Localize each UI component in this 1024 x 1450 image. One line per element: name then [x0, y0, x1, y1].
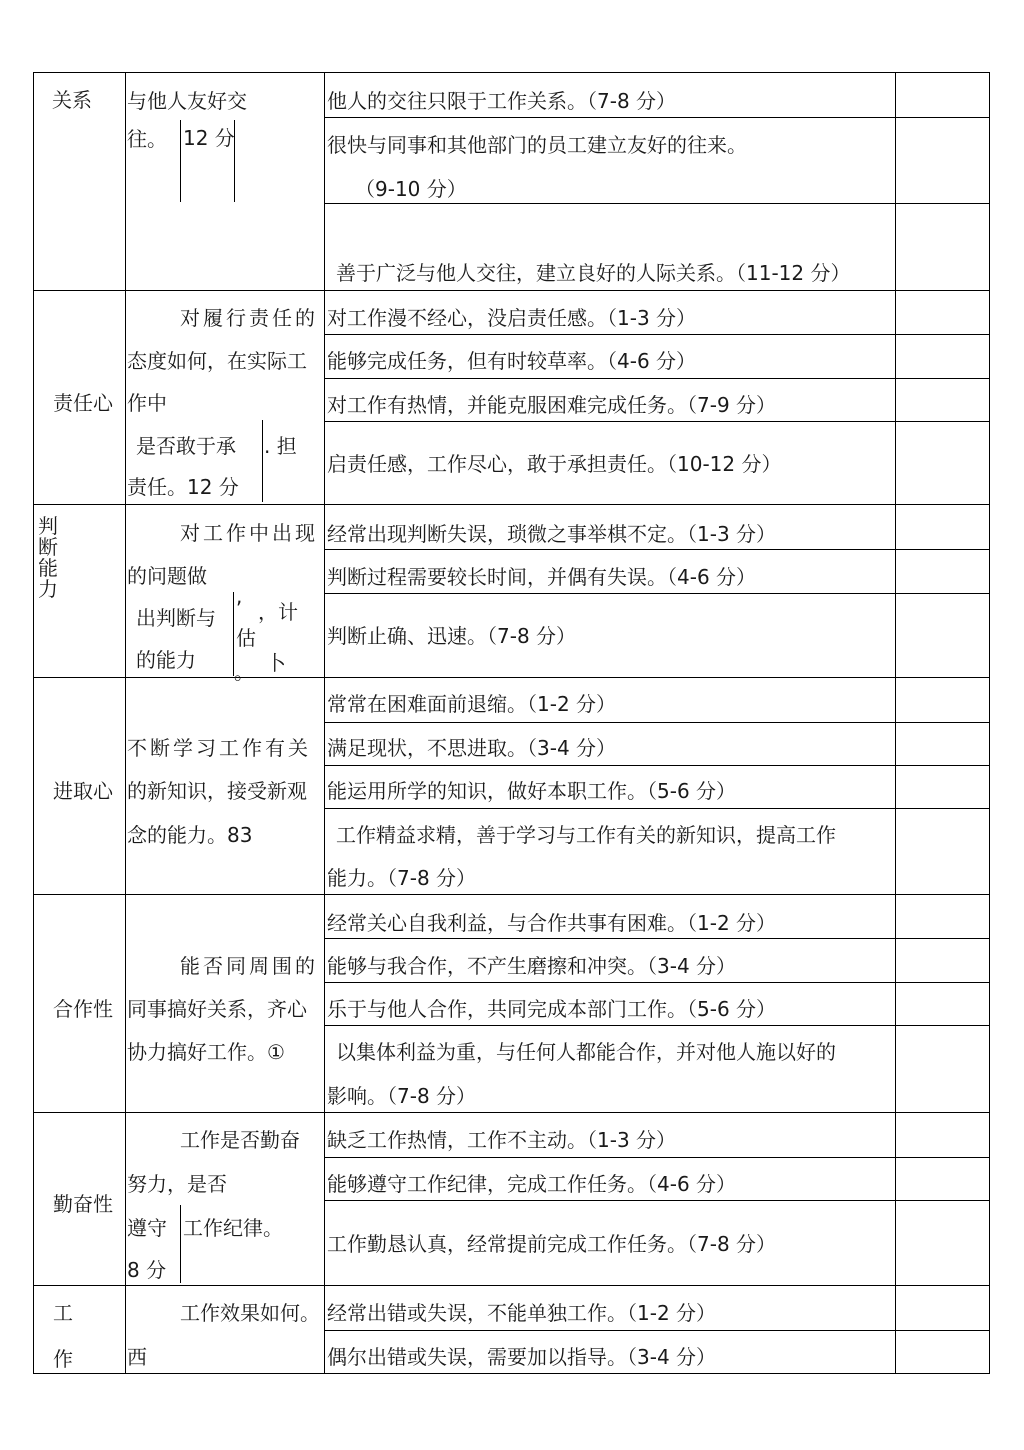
- level-description: 对工作有热情，并能克服困难完成任务。（7-9 分）: [327, 393, 777, 417]
- criteria-score: 12 分: [183, 126, 235, 150]
- level-description: 常常在困难面前退缩。（1-2 分）: [327, 692, 617, 716]
- criteria-text: 是否敢于承: [136, 434, 236, 458]
- level-description: 对工作漫不经心，没启责任感。（1-3 分）: [327, 306, 697, 330]
- group-separator: [33, 1112, 989, 1113]
- level-description: 满足现状，不思进取。（3-4 分）: [327, 736, 617, 760]
- level-separator: [324, 808, 989, 809]
- level-description: 能够与我合作，不产生磨擦和冲突。（3-4 分）: [327, 954, 737, 978]
- level-description: 能够完成任务，但有时较草率。（4-6 分）: [327, 349, 697, 373]
- criteria-text: 的问题做: [127, 564, 207, 588]
- criteria-text: 作中: [127, 391, 167, 415]
- category-label: 判断能力: [38, 514, 58, 601]
- criteria-text: 协力搞好工作。①: [127, 1040, 285, 1064]
- level-description: 工作精益求精，善于学习与工作有关的新知识，提高工作: [336, 823, 836, 847]
- group-separator: [33, 677, 989, 678]
- level-separator: [324, 1025, 989, 1026]
- level-description: 经常出错或失误，不能单独工作。（1-2 分）: [327, 1301, 717, 1325]
- level-separator: [324, 982, 989, 983]
- group-separator: [33, 290, 989, 291]
- level-separator: [324, 938, 989, 939]
- column-divider-category: [125, 72, 126, 1374]
- criteria-text: 同事搞好关系，齐心: [127, 997, 307, 1021]
- criteria-text: 的新知识，接受新观: [127, 779, 307, 803]
- criteria-text: ,: [236, 584, 243, 608]
- level-separator: [324, 722, 989, 723]
- level-description: 能运用所学的知识，做好本职工作。（5-6 分）: [327, 779, 737, 803]
- criteria-text: 卜: [266, 651, 286, 675]
- criteria-text: 西: [127, 1345, 147, 1369]
- category-label: 勤奋性: [53, 1192, 113, 1216]
- criteria-text: 念的能力。83: [127, 823, 253, 847]
- level-separator: [324, 1330, 989, 1331]
- level-description: 能力。（7-8 分）: [327, 866, 477, 890]
- criteria-text: 责任。12 分: [127, 475, 239, 499]
- category-label: 作: [53, 1347, 73, 1371]
- criteria-text: 。: [234, 660, 254, 684]
- criteria-text: ，计: [258, 600, 298, 624]
- criteria-inner-stroke: [262, 420, 263, 502]
- level-separator: [324, 378, 989, 379]
- level-description: 经常出现判断失误，琐微之事举棋不定。（1-3 分）: [327, 522, 777, 546]
- criteria-text: 能否同周围的: [180, 954, 318, 978]
- category-label: 合作性: [53, 997, 113, 1021]
- criteria-text: 不断学习工作有关: [127, 736, 311, 760]
- criteria-text: 出判断与: [136, 606, 216, 630]
- criteria-inner-stroke: [180, 1205, 181, 1283]
- level-description: 他人的交往只限于工作关系。（7-8 分）: [327, 89, 677, 113]
- group-separator: [33, 504, 989, 505]
- criteria-text: 估: [236, 626, 256, 650]
- table-border-left: [33, 72, 34, 1374]
- level-separator: [324, 117, 989, 118]
- group-separator: [33, 1285, 989, 1286]
- column-divider-criteria: [324, 72, 325, 1374]
- criteria-text: 往。: [127, 127, 167, 151]
- level-description: 判断止确、迅速。（7-8 分）: [327, 624, 577, 648]
- criteria-text: 努力，是否: [127, 1172, 227, 1196]
- criteria-text: 遵守: [127, 1216, 167, 1240]
- level-separator: [324, 1200, 989, 1201]
- level-description: 很快与同事和其他部门的员工建立友好的往来。: [327, 133, 747, 157]
- level-description: 缺乏工作热情，工作不主动。（1-3 分）: [327, 1128, 677, 1152]
- category-label: 进取心: [53, 779, 113, 803]
- table-border-top: [33, 72, 989, 73]
- level-separator: [324, 421, 989, 422]
- level-description: 影响。（7-8 分）: [327, 1084, 477, 1108]
- level-separator: [324, 334, 989, 335]
- level-description: 乐于与他人合作，共同完成本部门工作。（5-6 分）: [327, 997, 777, 1021]
- group-separator: [33, 894, 989, 895]
- criteria-text: 对履行责任的: [180, 306, 318, 330]
- level-separator: [324, 203, 989, 204]
- level-separator: [324, 549, 989, 550]
- criteria-inner-stroke: [180, 120, 181, 202]
- level-description: 善于广泛与他人交往，建立良好的人际关系。（11-12 分）: [336, 261, 851, 285]
- level-description: 偶尔出错或失误，需要加以指导。（3-4 分）: [327, 1345, 717, 1369]
- level-separator: [324, 1157, 989, 1158]
- level-description: 以集体利益为重，与任何人都能合作，并对他人施以好的: [336, 1040, 836, 1064]
- table-border-bottom: [33, 1373, 989, 1374]
- level-separator: [324, 765, 989, 766]
- level-description: 判断过程需要较长时间，并偶有失误。（4-6 分）: [327, 565, 757, 589]
- criteria-text: . 担: [264, 434, 297, 458]
- criteria-text: 工作是否勤奋: [180, 1128, 300, 1152]
- column-divider-score: [895, 72, 896, 1374]
- category-label: 工: [53, 1301, 73, 1325]
- level-separator: [324, 593, 989, 594]
- level-description: 能够遵守工作纪律，完成工作任务。（4-6 分）: [327, 1172, 737, 1196]
- level-description: （9-10 分）: [355, 177, 467, 201]
- criteria-text: 的能力: [136, 648, 196, 672]
- category-label: 责任心: [53, 391, 113, 415]
- level-description: 启责任感，工作尽心，敢于承担责任。（10-12 分）: [327, 452, 782, 476]
- criteria-text: 工作纪律。: [183, 1216, 283, 1240]
- level-description: 经常关心自我利益，与合作共事有困难。（1-2 分）: [327, 911, 777, 935]
- category-label: 关系: [52, 88, 92, 112]
- criteria-text: 与他人友好交: [127, 89, 247, 113]
- table-border-right: [989, 72, 990, 1374]
- criteria-text: 工作效果如何。: [180, 1301, 320, 1325]
- criteria-text: 8 分: [127, 1258, 167, 1282]
- criteria-text: 态度如何，在实际工: [127, 349, 307, 373]
- level-description: 工作勤恳认真，经常提前完成工作任务。（7-8 分）: [327, 1232, 777, 1256]
- criteria-text: 对工作中出现: [180, 521, 318, 545]
